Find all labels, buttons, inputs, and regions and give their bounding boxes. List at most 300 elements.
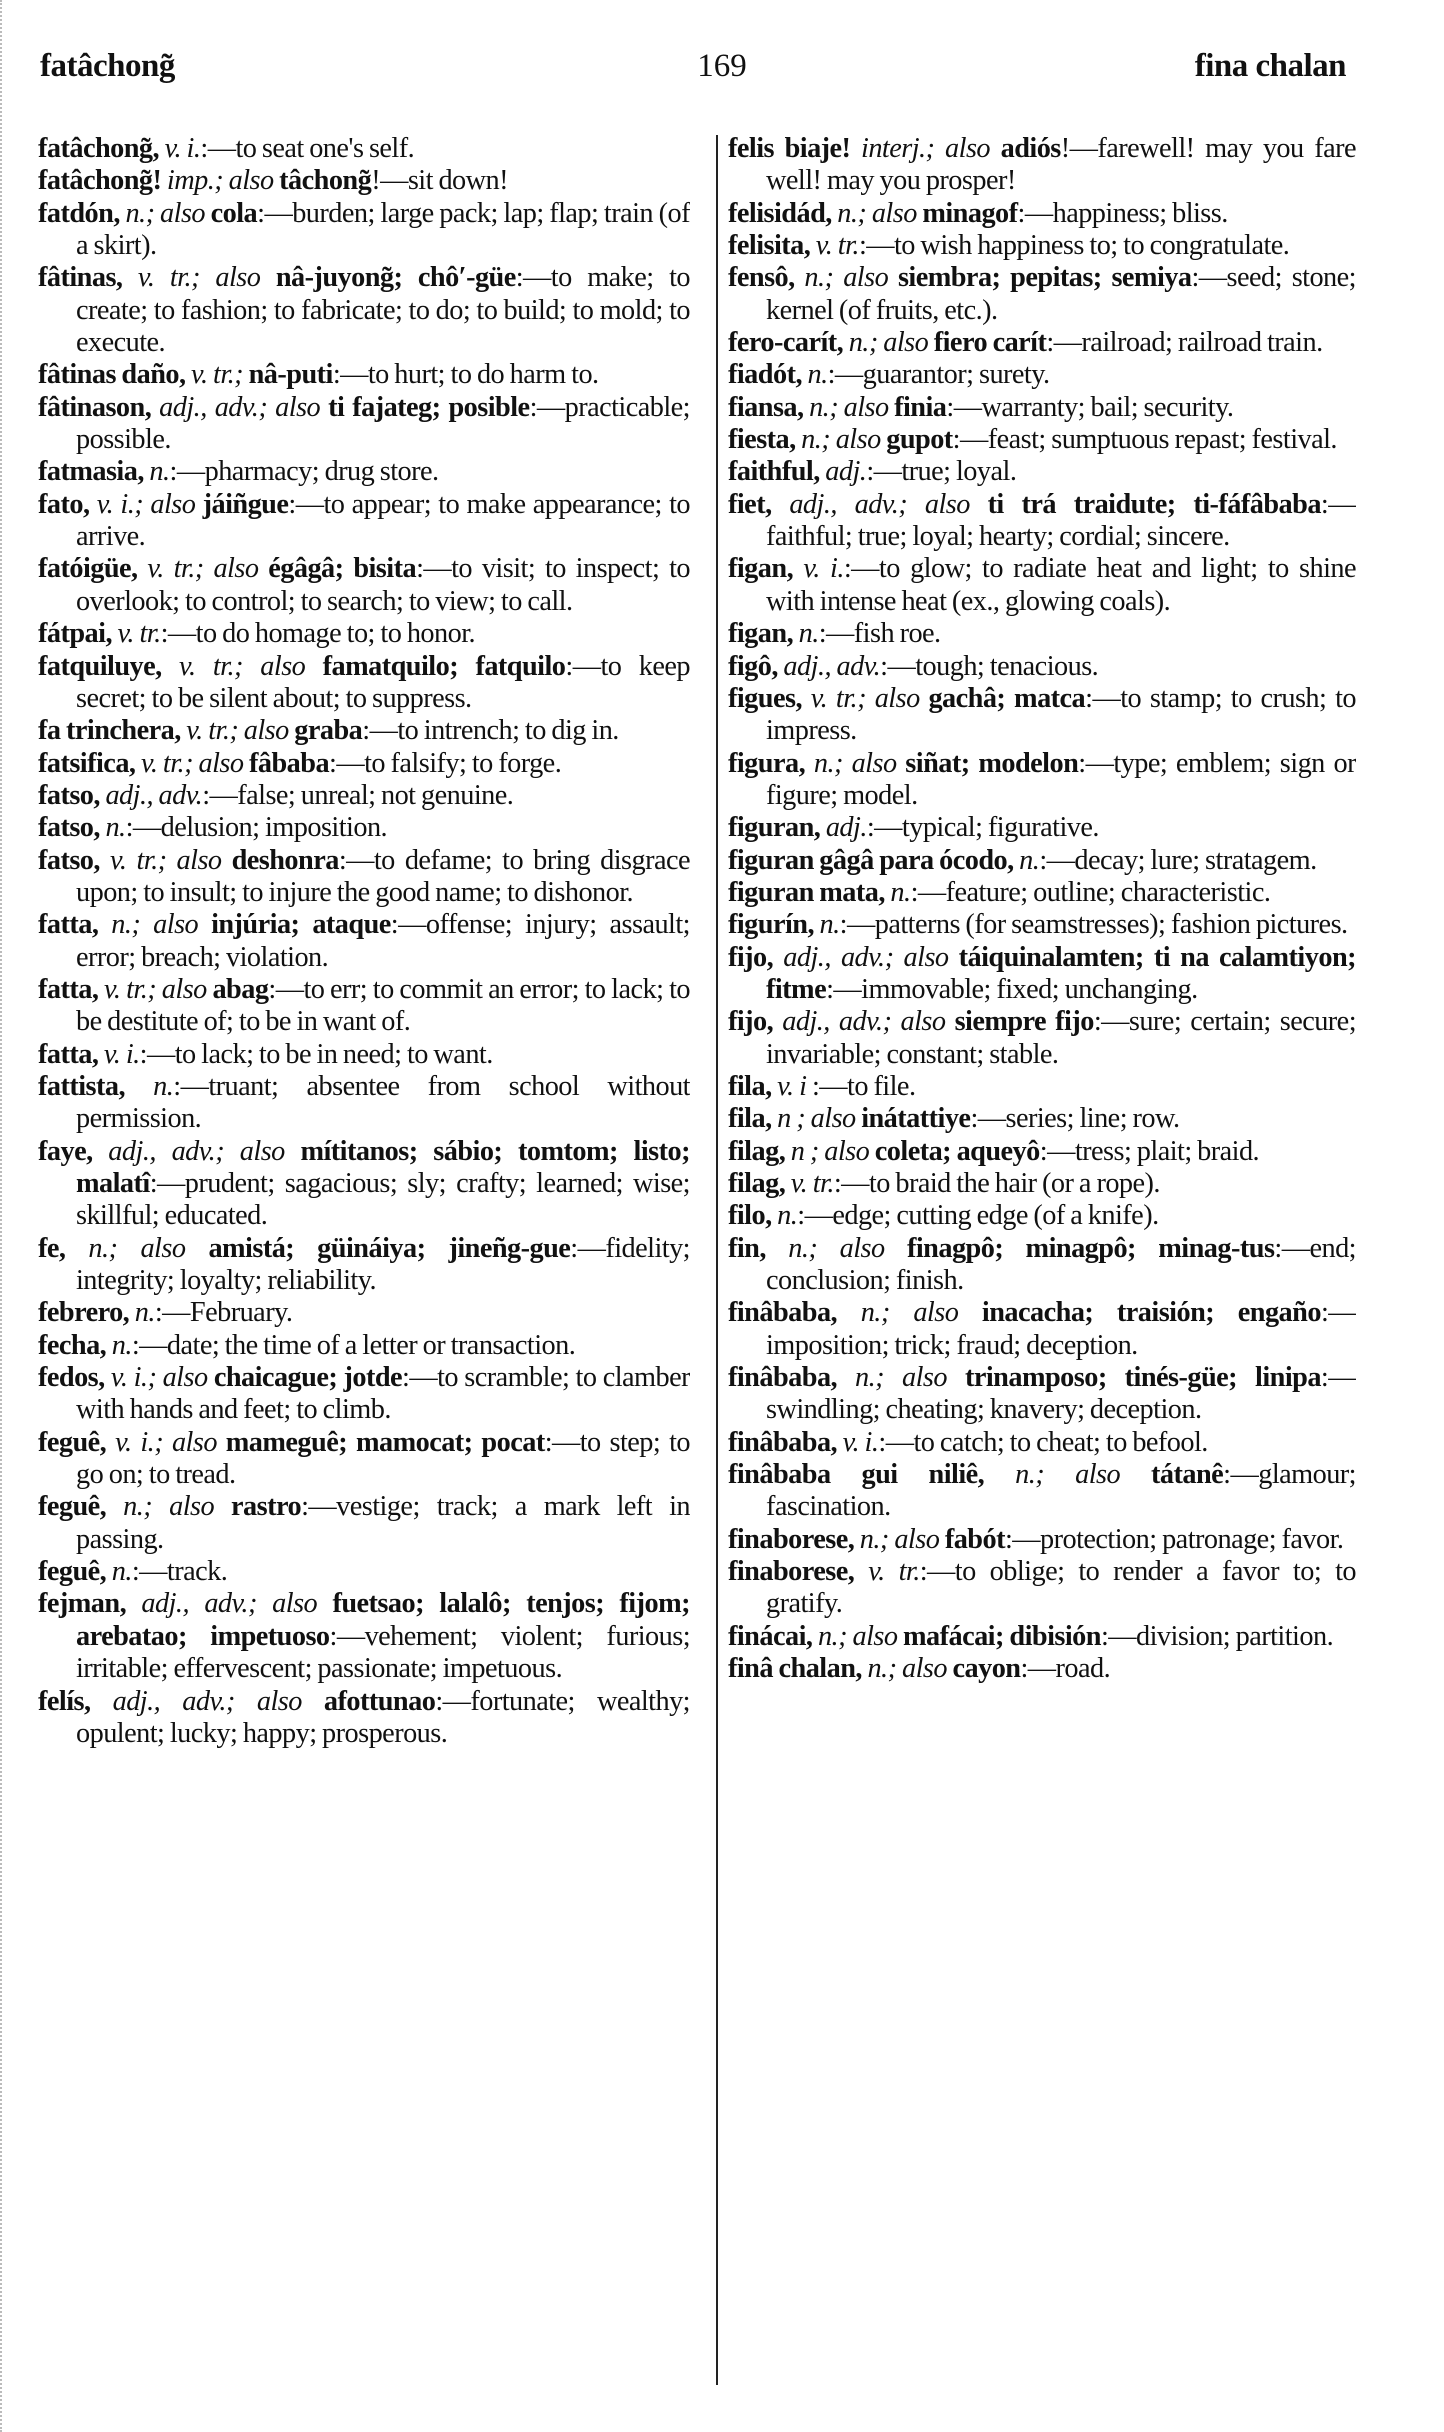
part-of-speech: adj., adv.; [126,1588,257,1620]
dictionary-entry [38,1686,690,1751]
synonyms: chaicague; jotde [213,1362,403,1394]
headword: fatdón, [38,197,120,229]
synonyms: jáiñgue [202,488,289,520]
also-label: also [143,488,203,520]
definition: :—to file. [806,1070,916,1102]
headword: fátpai, [38,618,112,650]
headword: fatso, [38,779,100,811]
dictionary-entry [728,262,1356,327]
synonyms: ti fajateg; posible [328,391,530,423]
headword: fatta, [38,1038,99,1070]
dictionary-entry [38,165,690,197]
headword: fatâchong̃! [38,165,162,197]
dictionary-entry [728,198,1356,230]
definition: :—to step; to go on; to tread. [76,1426,690,1491]
definition: :—immovable; fixed; unchanging. [826,973,1198,1005]
part-of-speech: n. [793,618,819,650]
synonyms: inátattiye [861,1103,971,1135]
synonyms: abag [212,973,269,1005]
dictionary-entry [38,651,690,716]
also-label: also [896,1653,953,1685]
headword: fatso, [38,844,100,876]
synonyms: tátanê [1151,1459,1224,1491]
headword: fatóigüe, [38,553,138,585]
part-of-speech: n. [771,1200,798,1232]
headword: figuran mata, [728,876,885,908]
headword: filag, [728,1168,786,1199]
dictionary-entry [728,651,1356,683]
part-of-speech: n. [884,876,911,908]
definition: :—tress; plait; braid. [1039,1135,1260,1167]
part-of-speech: n. [814,909,840,941]
dictionary-entry [728,909,1356,941]
definition: :—February. [154,1297,293,1329]
headword: felisidád, [728,197,832,229]
part-of-speech: v. tr. [111,618,161,650]
definition: :—vestige; track; a mark left in passing. [76,1491,690,1555]
also-label: also [877,327,934,359]
synonyms: siempre fijo [954,1006,1094,1038]
running-head-first-word: fatâchong̃ [40,48,175,84]
part-of-speech: n.; [794,262,834,294]
synonyms: graba [294,715,363,747]
synonyms: ti trá traidute; ti-fáfâbaba [987,488,1321,520]
headword: finâbaba, [728,1362,838,1394]
definition: :—tough; tenacious. [880,650,1099,682]
also-label: also [154,197,211,229]
definition: :—vehement; violent; furious; irritable; effervescent; passionate; impetuous. [76,1620,690,1685]
definition: :—patterns (for seamstresses); fashion pictures. [839,909,1348,941]
part-of-speech: n.; [803,391,839,423]
definition: :—to do homage to; to honor. [160,618,476,650]
dictionary-entry [728,424,1356,456]
definition: :—to glow; to radiate heat and light; to shine with intense heat (ex., glowing coals). [766,553,1356,617]
headword: fiet, [728,488,772,520]
dictionary-entry [728,1103,1356,1135]
headword: fatsifica, [38,747,136,779]
definition: :—protection; patronage; favor. [1004,1523,1344,1555]
part-of-speech: adj., adv.; [771,488,908,520]
part-of-speech: adj. [820,812,867,844]
part-of-speech: adj., adv.; [773,1006,892,1038]
column-divider [716,135,718,2385]
dictionary-entry [728,1136,1356,1168]
headword: fejman, [38,1588,127,1620]
dictionary-entry [728,553,1356,618]
headword: fatso, [38,812,100,844]
part-of-speech: v. tr.; [135,747,193,779]
synonyms: gachâ; matca [928,682,1086,714]
definition: :—to stamp; to crush; to impress. [766,682,1356,747]
dictionary-entry [38,553,690,618]
part-of-speech: adj., adv.; [151,391,268,423]
synonyms: coleta; aqueyô [874,1135,1040,1167]
part-of-speech: n.; [65,1232,118,1264]
dictionary-entry [38,715,690,747]
dictionary-entry [38,974,690,1039]
dictionary-entry [38,262,690,359]
part-of-speech: n.; [837,1297,890,1329]
synonyms: nâ-puti [248,359,333,391]
synonyms: finia [894,391,947,423]
synonyms: gupot [886,424,953,456]
headword: finaborese, [728,1556,855,1588]
synonyms: égâgâ; bisita [268,553,417,585]
part-of-speech: v. tr.; [122,262,200,294]
dictionary-entry [38,133,690,165]
dictionary-entry [728,392,1356,424]
headword: figuran, [728,812,821,844]
synonyms: amistá; güináiya; jineñg-gue [208,1232,571,1264]
dictionary-entry [38,1491,690,1556]
definition: :—date; the time of a letter or transaction. [131,1329,576,1361]
dictionary-entry [728,1427,1356,1459]
dictionary-entry [728,359,1356,391]
headword: figô, [728,650,778,682]
also-label: also [830,424,887,456]
dictionary-entry [38,1427,690,1492]
definition: :—railroad; railroad train. [1046,327,1323,359]
part-of-speech: v. tr. [854,1556,920,1588]
definition: :—imposition; trick; fraud; deception. [766,1297,1356,1361]
dictionary-entry [38,489,690,554]
dictionary-entry [728,1459,1356,1524]
part-of-speech: n.; [854,1523,889,1555]
headword: faye, [38,1135,93,1167]
part-of-speech: n ; [771,1103,806,1135]
headword: finâbaba, [728,1297,838,1329]
page-number: 169 [697,48,747,84]
synonyms: cayon [952,1653,1021,1685]
dictionary-entry [38,845,690,910]
also-label: also [156,1362,214,1394]
also-label: also [805,1103,862,1135]
definition: :—type; emblem; sign or figure; model. [766,747,1356,811]
headword: finâbaba gui niliê, [728,1459,985,1491]
part-of-speech: n. [125,1070,174,1102]
part-of-speech: n.; [812,1620,847,1652]
running-head-last-word: fina chalan [1194,48,1346,84]
definition: :—guarantor; surety. [827,359,1050,391]
also-label: also [866,197,923,229]
dictionary-entry [728,618,1356,650]
synonyms: afottunao [323,1685,436,1717]
definition: :—fidelity; integrity; loyalty; reliability. [76,1232,690,1297]
also-label: also [224,1135,301,1167]
synonyms: mítitanos; sábio; tomtom; listo; malatî [76,1135,690,1199]
definition: :—swindling; cheating; knavery; deception. [766,1362,1356,1426]
dictionary-entry [38,1556,690,1588]
also-label: also [889,1297,982,1329]
dictionary-entry [38,1362,690,1427]
definition: :—fish roe. [818,618,941,650]
part-of-speech: adj., adv.; [773,941,894,973]
also-label: also [163,1426,226,1458]
definition: !—sit down! [371,165,509,197]
definition: :—false; unreal; not genuine. [202,779,514,811]
headword: fatâchong̃, [38,133,160,164]
dictionary-entry [728,327,1356,359]
also-label: also [888,1523,945,1555]
part-of-speech: n.; [831,197,867,229]
part-of-speech: n. [106,1556,132,1588]
definition: :—track. [131,1556,228,1588]
headword: figuran gâgâ para ócodo, [728,844,1014,876]
part-of-speech: v. tr.; [801,682,866,714]
also-label: also [203,553,269,585]
headword: fila, [728,1103,772,1135]
part-of-speech: adj., adv. [777,650,881,682]
definition: :—to make; to create; to fashion; to fabricate; to do; to build; to mold; to execute. [76,262,690,359]
definition: :—to catch; to cheat; to befool. [878,1426,1208,1458]
definition: :—division; partition. [1100,1620,1334,1652]
dictionary-entry [38,198,690,263]
synonyms: táiquinalamten; ti na calamtiyon; fitme [766,941,1356,1005]
synonyms: inacacha; traisión; engaño [981,1297,1321,1329]
also-label: also [934,133,1001,164]
headword: finácai, [728,1620,813,1652]
synonyms: tâchong̃ [279,165,372,197]
part-of-speech: n.; [837,1362,885,1394]
definition: :—sure; certain; secure; invariable; constant; stable. [766,1006,1356,1070]
synonyms: mafácai; dibisión [902,1620,1101,1652]
definition: :—to braid the hair (or a rope). [833,1168,1160,1199]
headword: fâtinason, [38,391,152,423]
synonyms: minagof [922,197,1018,229]
headword: fiadót, [728,359,802,391]
also-label: also [223,165,280,197]
dictionary-entry [38,1588,690,1685]
also-label: also [166,844,232,876]
synonyms: nâ-juyong̃; chô′-güe [275,262,516,294]
also-label: also [1044,1459,1152,1491]
part-of-speech: v. i. [159,133,201,164]
part-of-speech: v. i.; [106,1426,164,1458]
part-of-speech: adj., adv.; [90,1685,235,1717]
dictionary-entry [38,456,690,488]
headword: figura, [728,747,806,779]
synonyms: fabót [944,1523,1005,1555]
dictionary-entry [728,748,1356,813]
dictionary-entry [728,1233,1356,1298]
part-of-speech: n.; [795,424,831,456]
dictionary-entry [728,683,1356,748]
dictionary-entry [38,618,690,650]
headword: figues, [728,682,802,714]
headword: fiesta, [728,424,796,456]
headword: fijo, [728,1006,774,1038]
part-of-speech: n. [1013,844,1040,876]
part-of-speech: v. i. [793,553,844,585]
definition: :—to lack; to be in need; to want. [139,1038,493,1070]
definition: :—to falsify; to forge. [329,747,562,779]
headword: felís, [38,1685,91,1717]
dictionary-entry [728,1524,1356,1556]
part-of-speech: n.; [843,327,878,359]
also-label: also [199,262,276,294]
headword: febrero, [38,1297,130,1329]
definition: :—to defame; to bring disgrace upon; to insult; to injure the good name; to dishonor. [76,844,690,908]
headword: finâ chalan, [728,1653,862,1685]
headword: fatta, [38,909,99,941]
dictionary-entry [38,359,690,391]
headword: fe, [38,1232,66,1264]
also-label: also [907,488,988,520]
definition: :—typical; figurative. [866,812,1099,844]
part-of-speech: n.; [98,909,141,941]
part-of-speech: imp.; [161,165,224,197]
dictionary-entry [728,456,1356,488]
also-label: also [846,1620,903,1652]
synonyms: siembra; pepitas; semiya [897,262,1192,294]
headword: feguê, [38,1491,107,1523]
definition: :—feast; sumptuous repast; festival. [952,424,1337,456]
part-of-speech: v. i.; [89,488,144,520]
synonyms: deshonra [231,844,339,876]
also-label: also [140,909,212,941]
definition: :—pharmacy; drug store. [169,456,439,488]
part-of-speech: adj. [819,456,867,488]
also-label: also [893,941,959,973]
definition: :—faithful; true; loyal; hearty; cordial; sincere. [766,488,1356,553]
definition: :—fortunate; wealthy; opulent; lucky; happy; prosperous. [76,1685,690,1749]
dictionary-entry [728,230,1356,262]
headword: fero-carít, [728,327,844,359]
headword: fattista, [38,1070,125,1102]
dictionary-entry [728,489,1356,554]
page-scan-edge [0,0,6,2432]
headword: finâbaba, [728,1426,838,1458]
also-label: also [234,1685,324,1717]
dictionary-entry [38,1071,690,1136]
headword: felis biaje! [728,133,851,164]
synonyms: injúria; ataque [211,909,391,941]
headword: fatquiluye, [38,650,162,682]
synonyms: fuetsao; lalalô; tenjos; fijom; arebatao; impetuoso [76,1588,690,1652]
definition: :—end; conclusion; finish. [766,1232,1356,1297]
definition: :—feature; outline; characteristic. [910,876,1271,908]
part-of-speech: n ; [785,1135,819,1167]
part-of-speech: interj.; [850,133,935,164]
part-of-speech: n. [143,456,170,488]
synonyms: mameguê; mamocat; pocat [225,1426,545,1458]
part-of-speech: n.; [765,1232,818,1264]
dictionary-entry [728,1362,1356,1427]
definition: :—to keep secret; to be silent about; to suppress. [76,650,690,714]
dictionary-entry [38,812,690,844]
also-label: also [267,391,329,423]
headword: figan, [728,618,794,650]
also-label: also [242,650,323,682]
part-of-speech: adj., adv. [99,779,203,811]
part-of-speech: adj., adv.; [92,1135,225,1167]
definition: :—to visit; to inspect; to overlook; to control; to search; to view; to call. [76,553,690,617]
dictionary-entry [38,1233,690,1298]
dictionary-entry [728,845,1356,877]
headword: fin, [728,1232,766,1264]
headword: fijo, [728,941,774,973]
headword: fatmasia, [38,456,144,488]
headword: filo, [728,1200,772,1232]
headword: fila, [728,1070,772,1102]
definition: :—truant; absentee from school without permission. [76,1070,690,1135]
part-of-speech: v. tr.; [99,844,167,876]
definition: :—offense; injury; assault; error; breach; violation. [76,909,690,973]
dictionary-entry [728,1621,1356,1653]
synonyms: cola [210,197,258,229]
dictionary-entry [728,877,1356,909]
part-of-speech: v. tr.; [180,715,239,747]
definition: :—delusion; imposition. [125,812,388,844]
dictionary-entry [728,133,1356,198]
headword: filag, [728,1135,786,1167]
dictionary-entry [728,1006,1356,1071]
part-of-speech: v. i [771,1070,807,1102]
also-label: also [818,1135,875,1167]
part-of-speech: n.; [119,197,155,229]
dictionary-entry [728,1168,1356,1200]
headword: finaborese, [728,1523,855,1555]
part-of-speech: n.; [984,1459,1045,1491]
definition: :—to wish happiness to; to congratulate. [858,230,1290,262]
headword: figurín, [728,909,815,941]
also-label: also [256,1588,333,1620]
definition: :—series; line; row. [970,1103,1180,1135]
definition: !—farewell! may you fare well! may you prosper! [766,133,1356,197]
dictionary-entry [728,1071,1356,1103]
definition: :—prudent; sagacious; sly; crafty; learned; wise; skillful; educated. [76,1168,690,1232]
also-label: also [891,1006,955,1038]
definition: :—seed; stone; kernel (of fruits, etc.). [766,262,1356,326]
definition: :—happiness; bliss. [1017,197,1228,229]
part-of-speech: v. i.; [104,1362,157,1394]
headword: fedos, [38,1362,105,1394]
dictionary-entry [38,909,690,974]
definition: :—practicable; possible. [76,391,690,456]
dictionary-entry [38,780,690,812]
part-of-speech: n.; [106,1491,153,1523]
part-of-speech: v. tr. [810,230,859,262]
dictionary-entry [38,392,690,457]
also-label: also [117,1232,209,1264]
headword: fato, [38,488,90,520]
synonyms: fâbaba [249,747,330,779]
also-label: also [884,1362,965,1394]
dictionary-entry [728,812,1356,844]
definition: :—to appear; to make appearance; to arrive. [76,488,690,553]
definition: :—edge; cutting edge (of a knife). [797,1200,1159,1232]
also-label: also [238,715,295,747]
also-label: also [817,1232,907,1264]
part-of-speech: v. i. [837,1426,879,1458]
also-label: also [865,682,929,714]
headword: fensô, [728,262,795,294]
synonyms: adiós [1000,133,1061,164]
synonyms: famatquilo; fatquilo [322,650,566,682]
headword: feguê, [38,1426,107,1458]
headword: fâtinas, [38,262,123,294]
synonyms: rastro [231,1491,302,1523]
definition: :—true; loyal. [866,456,1017,488]
dictionary-entry [38,748,690,780]
part-of-speech: v. tr.; [161,650,243,682]
definition: :—decay; lure; stratagem. [1039,844,1317,876]
part-of-speech: v. tr.; [137,553,204,585]
headword: fatta, [38,973,99,1005]
part-of-speech: n. [106,1329,132,1361]
also-label: also [192,747,249,779]
definition: :—to scramble; to clamber with hands and feet; to climb. [76,1362,690,1426]
